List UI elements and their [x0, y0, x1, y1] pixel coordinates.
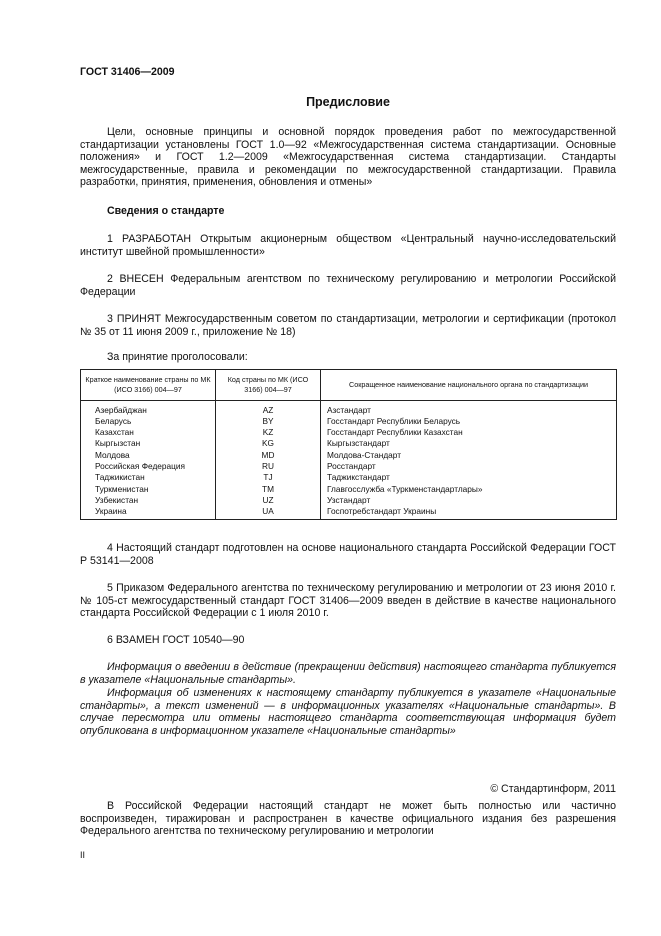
cell-body: Азстандарт [321, 401, 617, 416]
item-6: 6 ВЗАМЕН ГОСТ 10540—90 [107, 634, 245, 646]
cell-code: RU [216, 460, 321, 471]
item-3: 3 ПРИНЯТ Межгосударственным советом по стандартизации, метрологии и сертификации (протокол № 35 от 11 июня 2009 г., приложение № 18) [80, 313, 616, 338]
page-number: II [80, 850, 86, 860]
section-title: Предисловие [306, 95, 390, 109]
cell-code: UA [216, 506, 321, 520]
item-1: 1 РАЗРАБОТАН Открытым акционерным обществом «Центральный научно-исследовательский институт швейной промышленности» [80, 233, 616, 258]
table-row [81, 438, 617, 449]
cell-body: Кыргызстандарт [321, 438, 617, 449]
cell-body: Молдова-Стандарт [321, 449, 617, 460]
cell-code: MD [216, 449, 321, 460]
cell-body: Госпотребстандарт Украины [321, 506, 617, 520]
info-heading: Сведения о стандарте [107, 205, 225, 217]
cell-body: Главгосслужба «Туркменстандартлары» [321, 483, 617, 494]
cell-code: TJ [216, 472, 321, 483]
document-header: ГОСТ 31406—2009 [80, 66, 175, 78]
intro-paragraph: Цели, основные принципы и основной порядок проведения работ по межгосударственной стандартизации установлены ГОСТ 1.0—92 «Межгосударственная система стандартизации. Основные положения» и ГОСТ 1.2—2009 «Межгосударственная система стандартизации. Стандарты межгосударственные, правила и рекомендации по межгосударственной стандартизации. Правила разработки, принятия, применения, обновления и отмены» [80, 126, 616, 189]
voting-table [80, 369, 617, 520]
item-2: 2 ВНЕСЕН Федеральным агентством по техническому регулированию и метрологии Российской Федерации [80, 273, 616, 298]
table-header-code: Код страны по МК (ИСО 3166) 004—97 [216, 370, 321, 401]
cell-body: Росстандарт [321, 460, 617, 471]
cell-code: KZ [216, 427, 321, 438]
cell-body: Госстандарт Республики Беларусь [321, 415, 617, 426]
cell-body: Таджикстандарт [321, 472, 617, 483]
cell-country: Таджикистан [81, 472, 216, 483]
cell-code: BY [216, 415, 321, 426]
cell-code: UZ [216, 494, 321, 505]
notice-2: Информация об изменениях к настоящему стандарту публикуется в указателе «Национальные стандарты», а текст изменений — в информационных указателях «Национальные стандарты». В случае пересмотра или отмены настоящего стандарта соответствующая информация будет опубликована в информационном указателе «Национальные стандарты» [80, 687, 616, 737]
item-5: 5 Приказом Федерального агентства по техническому регулированию и метрологии от 23 июня 2010 г. № 105-ст межгосударственный стандарт ГОСТ 31406—2009 введен в действие в качестве национального стандарта Российской Федерации с 1 июля 2010 г. [80, 582, 616, 620]
cell-country: Казахстан [81, 427, 216, 438]
cell-code: TM [216, 483, 321, 494]
copyright: © Стандартинформ, 2011 [490, 783, 616, 795]
notice-1: Информация о введении в действие (прекращении действия) настоящего стандарта публикуется в указателе «Национальные стандарты». [80, 661, 616, 686]
cell-country: Украина [81, 506, 216, 520]
cell-body: Узстандарт [321, 494, 617, 505]
cell-country: Туркменистан [81, 483, 216, 494]
table-row [81, 415, 617, 426]
table-header-body: Сокращенное наименование национального органа по стандартизации [321, 370, 617, 401]
cell-country: Молдова [81, 449, 216, 460]
legal-notice: В Российской Федерации настоящий стандарт не может быть полностью или частично воспроизведен, тиражирован и распространен в качестве официального издания без разрешения Федерального агентства по техническому регулированию и метрологии [80, 800, 616, 838]
cell-code: KG [216, 438, 321, 449]
cell-code: AZ [216, 401, 321, 416]
item-4: 4 Настоящий стандарт подготовлен на основе национального стандарта Российской Федерации ГОСТ Р 53141—2008 [80, 542, 616, 567]
table-row [81, 460, 617, 471]
table-row [81, 506, 617, 520]
table-row [81, 449, 617, 460]
table-row [81, 494, 617, 505]
vote-label: За принятие проголосовали: [107, 351, 248, 363]
cell-country: Узбекистан [81, 494, 216, 505]
table-row [81, 401, 617, 416]
cell-country: Азербайджан [81, 401, 216, 416]
cell-country: Беларусь [81, 415, 216, 426]
table-row [81, 483, 617, 494]
table-row [81, 472, 617, 483]
cell-body: Госстандарт Республики Казахстан [321, 427, 617, 438]
cell-country: Кыргызстан [81, 438, 216, 449]
table-row [81, 427, 617, 438]
table-header-country: Краткое наименование страны по МК (ИСО 3166) 004—97 [81, 370, 216, 401]
cell-country: Российская Федерация [81, 460, 216, 471]
